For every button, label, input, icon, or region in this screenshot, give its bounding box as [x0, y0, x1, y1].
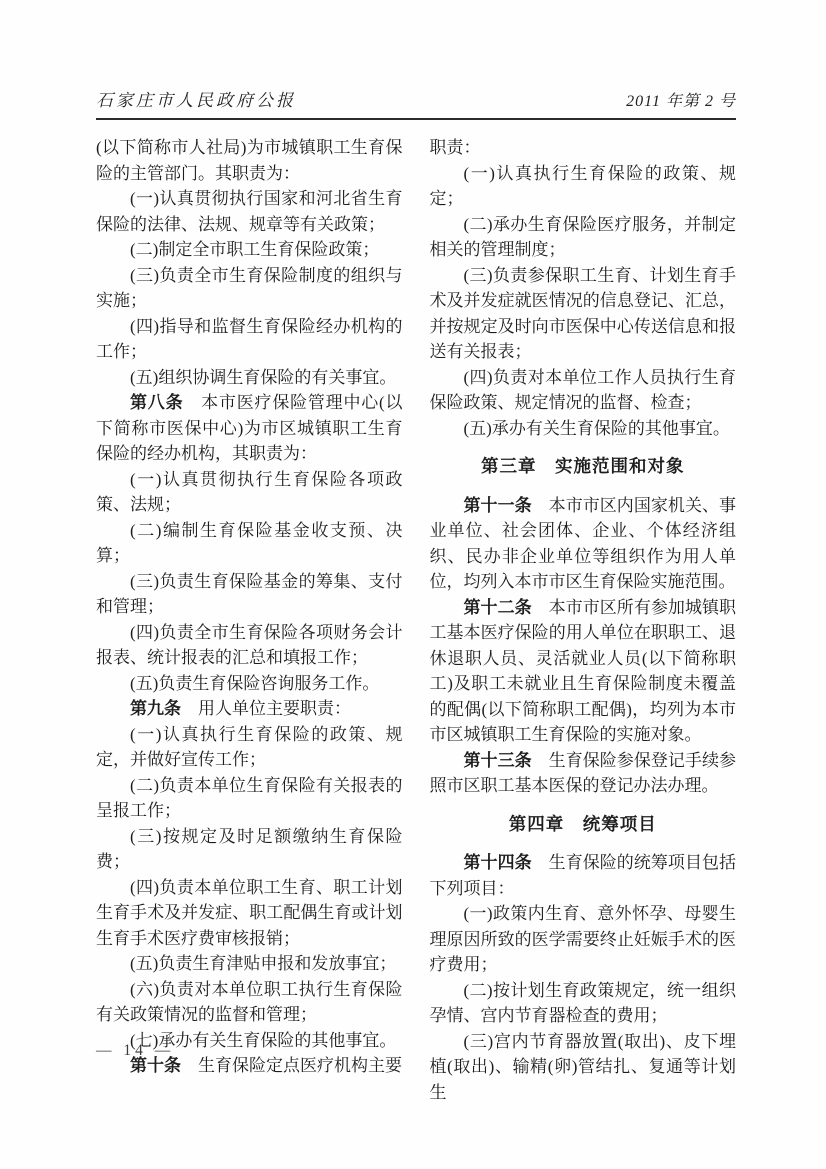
- article-number: 第十一条: [463, 495, 532, 515]
- paragraph-continuation: (以下简称市人社局)为市城镇职工生育保险的主管部门。其职责为：: [96, 138, 403, 183]
- list-item: (五)组织协调生育保险的有关事宜。: [130, 367, 397, 387]
- list-item: (一)政策内生育、意外怀孕、母婴生理原因所致的医学需要终止妊娠手术的医疗费用；: [429, 904, 736, 974]
- right-column: [430, 135, 737, 1105]
- issue-number: 2011 年第 2 号: [626, 93, 736, 110]
- article-number: 第十条: [130, 1056, 181, 1075]
- list-item: (二)制定全市职工生育保险政策；: [130, 240, 380, 259]
- list-item: (一)认真执行生育保险的政策、规定；: [429, 163, 736, 208]
- list-item: (二)负责本单位生育保险有关报表的呈报工作；: [96, 775, 403, 820]
- list-item: (四)负责全市生育保险各项财务会计报表、统计报表的汇总和填报工作；: [96, 622, 403, 667]
- article-number: 第九条: [130, 699, 181, 718]
- list-item: (五)负责生育保险咨询服务工作。: [130, 673, 380, 693]
- list-item: (四)负责本单位职工生育、职工计划生育手术及并发症、职工配偶生育或计划生育手术医疗费审核报销；: [96, 877, 403, 948]
- list-item: (四)负责对本单位工作人员执行生育保险政策、规定情况的监督、检查；: [429, 367, 736, 412]
- list-item: (三)负责生育保险基金的筹集、支付和管理；: [96, 571, 403, 616]
- article-paragraph: 第十四条 生育保险的统筹项目包括下列项目：: [429, 853, 737, 898]
- article-number: 第十二条: [463, 597, 532, 617]
- list-item: (三)负责参保职工生育、计划生育手术及并发症就医情况的信息登记、汇总，并按规定及时向市医保中心传送信息和报送有关报表；: [429, 265, 736, 361]
- list-item: (二)承办生育保险医疗服务，并制定相关的管理制度；: [429, 214, 736, 259]
- list-item: (二)按计划生育政策规定，统一组织孕情、宫内节育器检查的费用；: [429, 980, 736, 1025]
- article-paragraph: 第八条 本市医疗保险管理中心(以下简称市医保中心)为市区城镇职工生育保险的经办机构，其职责为：: [96, 393, 403, 463]
- article-number: 第八条: [130, 393, 184, 412]
- list-item: (三)宫内节育器放置(取出)、皮下埋植(取出)、输精(卵)管结扎、复通等计划生: [429, 1031, 736, 1102]
- list-item: (一)认真贯彻执行国家和河北省生育保险的法律、法规、规章等有关政策；: [96, 189, 403, 234]
- list-item: (五)负责生育津贴申报和发放事宜；: [130, 954, 397, 973]
- two-column-body: [96, 135, 736, 1105]
- list-item: (二)编制生育保险基金收支预、决算；: [96, 520, 403, 565]
- article-paragraph: 第十三条 生育保险参保登记手续参照市区职工基本医保的登记办法办理。: [429, 750, 737, 795]
- article-paragraph: 第十二条 本市市区所有参加城镇职工基本医疗保险的用人单位在职职工、退休退职人员、灵活就业人员(以下简称职工)及职工未就业且生育保险制度未覆盖的配偶(以下简称职工配偶)，均列为本市市区城镇职工生育保险的实施对象。: [429, 597, 737, 744]
- list-item: (三)按规定及时足额缴纳生育保险费；: [96, 826, 403, 871]
- page-number: — 14 —: [96, 1042, 175, 1059]
- article-paragraph: 第九条 用人单位主要职责：: [130, 699, 351, 718]
- list-item: (四)指导和监督生育保险经办机构的工作；: [96, 316, 403, 361]
- list-item: (七)承办有关生育保险的其他事宜。: [130, 1030, 397, 1050]
- list-item: (一)认真贯彻执行生育保险各项政策、法规；: [96, 469, 403, 514]
- list-item: (三)负责全市生育保险制度的组织与实施；: [96, 265, 403, 310]
- article-paragraph: 第十一条 本市市区内国家机关、事业单位、社会团体、企业、个体经济组织、民办非企业单位等组织作为用人单位，均列入本市市区生育保险实施范围。: [429, 495, 737, 591]
- chapter-heading: 第三章 实施范围和对象: [481, 456, 685, 476]
- list-item: (五)承办有关生育保险的其他事宜。: [463, 418, 730, 438]
- list-item: (六)负责对本单位职工执行生育保险有关政策情况的监督和管理；: [96, 979, 403, 1024]
- gazette-title: 石家庄市人民政府公报: [96, 91, 296, 110]
- paragraph-continuation: 职责：: [429, 138, 481, 157]
- left-column: [96, 135, 403, 1105]
- page-content: [96, 86, 736, 1105]
- chapter-heading: 第四章 统筹项目: [508, 813, 657, 834]
- page-header: [96, 86, 736, 120]
- article-number: 第十四条: [463, 853, 532, 872]
- article-number: 第十三条: [463, 750, 532, 770]
- article-paragraph: 第十条 生育保险定点医疗机构主要: [130, 1056, 402, 1075]
- list-item: (一)认真执行生育保险的政策、规定，并做好宣传工作；: [96, 724, 403, 769]
